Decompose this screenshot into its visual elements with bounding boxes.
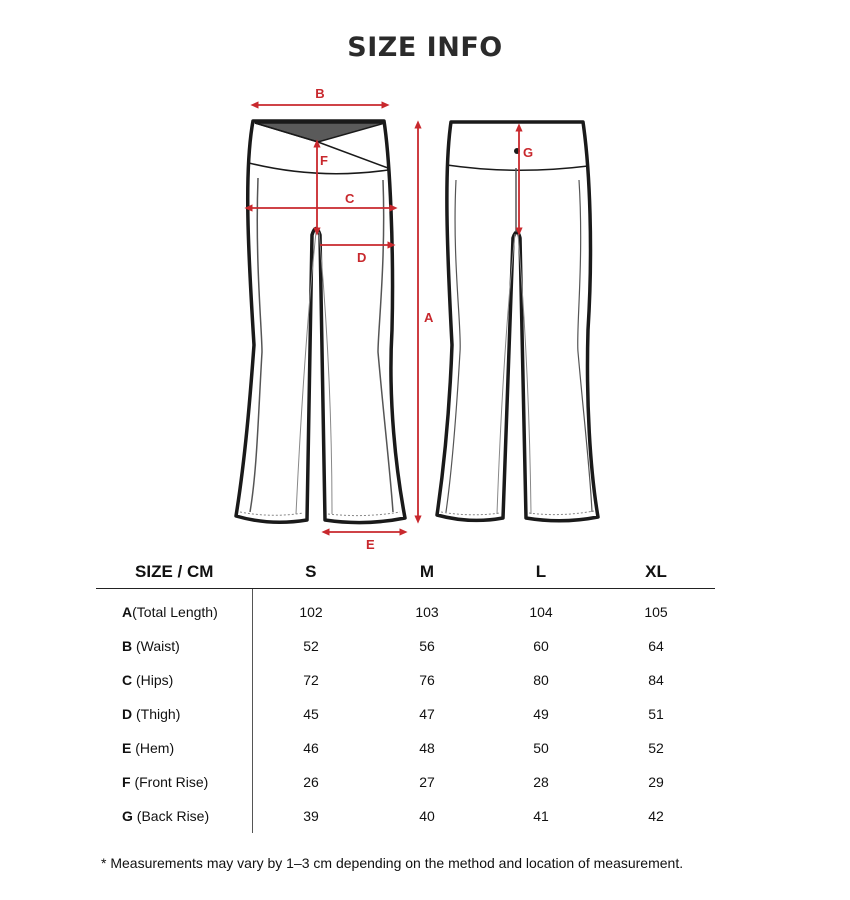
cell-value: 60 (533, 638, 549, 654)
table-row (96, 697, 715, 731)
table-row (96, 629, 715, 663)
cell-value: 50 (533, 740, 549, 756)
measure-e (325, 532, 404, 552)
measure-a (418, 124, 434, 520)
table-row (96, 663, 715, 697)
row-label: C (Hips) (96, 663, 253, 697)
cell-value: 45 (303, 706, 319, 722)
back-pants-icon (437, 122, 598, 521)
table-row (96, 799, 715, 833)
table-row (96, 731, 715, 765)
label-a: A (424, 310, 434, 325)
front-pants-icon (236, 121, 405, 523)
measurement-note: * Measurements may vary by 1–3 cm depending on the method and location of measurement. (101, 855, 684, 871)
cell-value: 46 (303, 740, 319, 756)
header-l: L (485, 556, 597, 589)
table-header-row (96, 556, 715, 589)
cell-value: 39 (303, 808, 319, 824)
cell-value: 64 (648, 638, 664, 654)
cell-value: 48 (419, 740, 435, 756)
cell-value: 49 (533, 706, 549, 722)
label-d: D (357, 250, 367, 265)
cell-value: 47 (419, 706, 435, 722)
cell-value: 104 (529, 604, 553, 620)
row-label: B (Waist) (96, 629, 253, 663)
header-m: M (369, 556, 485, 589)
cell-value: 76 (419, 672, 435, 688)
cell-value: 27 (419, 774, 435, 790)
cell-value: 28 (533, 774, 549, 790)
size-table (96, 556, 715, 833)
table-row (96, 589, 715, 630)
label-f: F (320, 153, 328, 168)
cell-value: 80 (533, 672, 549, 688)
cell-value: 51 (648, 706, 664, 722)
table-row (96, 765, 715, 799)
cell-value: 56 (419, 638, 435, 654)
row-label: D (Thigh) (96, 697, 253, 731)
row-label: E (Hem) (96, 731, 253, 765)
cell-value: 52 (303, 638, 319, 654)
header-xl: XL (597, 556, 715, 589)
row-label: F (Front Rise) (96, 765, 253, 799)
cell-value: 52 (648, 740, 664, 756)
measure-b (254, 86, 386, 105)
header-size-cm: SIZE / CM (96, 556, 253, 589)
cell-value: 84 (648, 672, 664, 688)
label-c: C (345, 191, 355, 206)
label-b: B (315, 86, 325, 101)
page-title: SIZE INFO (347, 32, 503, 63)
cell-value: 105 (644, 604, 668, 620)
row-label: A(Total Length) (96, 589, 253, 630)
header-s: S (253, 556, 370, 589)
cell-value: 42 (648, 808, 664, 824)
cell-value: 41 (533, 808, 549, 824)
label-g: G (523, 145, 534, 160)
cell-value: 26 (303, 774, 319, 790)
cell-value: 102 (299, 604, 323, 620)
cell-value: 40 (419, 808, 435, 824)
cell-value: 29 (648, 774, 664, 790)
cell-value: 72 (303, 672, 319, 688)
row-label: G (Back Rise) (96, 799, 253, 833)
cell-value: 103 (415, 604, 439, 620)
label-e: E (366, 537, 375, 552)
